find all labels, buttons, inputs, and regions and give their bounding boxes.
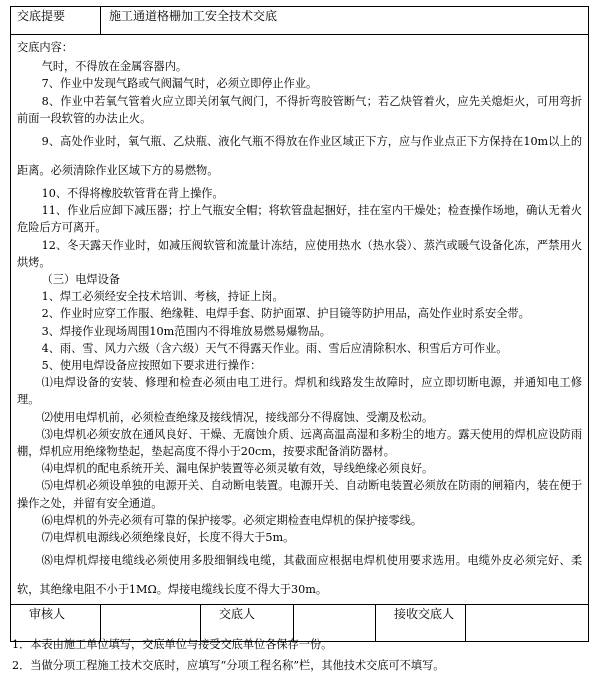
- content-paragraph: 8、作业中若氧气管着火应立即关闭氧气阀门，不得折弯胶管断气；若乙炔管着火，应先关熄炬火，可用弯折前面一段软管的办法止火。: [17, 94, 583, 125]
- reviewer-label: 审核人: [11, 605, 101, 642]
- content-paragraph: 10、不得将橡胶软管背在背上操作。: [41, 187, 224, 201]
- content-paragraph: 12、冬天露天作业时，如减压阀软管和流量计冻结，应使用热水（热水袋）、蒸汽或暖气设备化冻，严禁用火烘烤。: [17, 238, 583, 269]
- content-body: [11, 35, 588, 604]
- content-item: ⑹电焊机的外壳必须有可靠的保护接零。必须定期检查电焊机的保护接零线。: [41, 513, 423, 527]
- content-paragraph: 5、使用电焊设备应按照如下要求进行操作：: [41, 359, 262, 373]
- content-item: ⑺电焊机电源线必须绝缘良好，长度不得大于5m。: [41, 531, 295, 545]
- content-item: ⑸电焊机必须设单独的电源开关、自动断电装置。电源开关、自动断电装置必须放在防雨的闸箱内，装在便于操作之处，并留有安全通道。: [17, 479, 583, 510]
- content-paragraph: 1、焊工必须经安全技术培训、考核，持证上岗。: [41, 290, 284, 304]
- content-item: ⑶电焊机必须安放在通风良好、干燥、无腐蚀介质、远离高温高湿和多粉尘的地方。露天使用的焊机应设防雨棚，焊机应用绝缘物垫起，垫起高度不得小于20cm，按要求配备消防器材。: [17, 427, 583, 459]
- content-paragraph: 气时，不得放在金属容器内。: [41, 60, 188, 74]
- content-item: ⑻电焊机焊接电缆线必须使用多股细铜线电缆，其截面应根据电焊机使用要求选用。电缆外皮必须完好、柔软，其绝缘电阻不小于1MΩ。焊接电缆线长度不得大于30m。: [17, 554, 583, 597]
- footnote: 1．本表由施工单位填写，交底单位与接受交底单位各保存一份。: [12, 638, 333, 651]
- summary-label: 交底提要: [11, 7, 101, 35]
- content-paragraph: 4、雨、雪、风力六级（含六级）天气不得露天作业。雨、雪后应清除积水、积雪后方可作业。: [41, 341, 508, 355]
- content-intro: 交底内容：: [17, 41, 73, 54]
- content-row: [11, 35, 589, 605]
- receiver-label: 接收交底人: [376, 605, 466, 642]
- content-item: ⑷电焊机的配电系统开关、漏电保护装置等必须灵敏有效，导线绝缘必须良好。: [41, 462, 434, 476]
- discloser-label: 交底人: [201, 605, 294, 642]
- content-cell: [11, 35, 589, 605]
- receiver-signature-field[interactable]: [466, 605, 589, 642]
- content-paragraph: 2、作业时应穿工作服、绝缘鞋、电焊手套、防护面罩、护目镜等防护用品，高处作业时系安全带。: [41, 307, 530, 321]
- content-paragraph: 7、作业中发现气路或气阀漏气时，必须立即停止作业。: [41, 77, 318, 91]
- footnotes: [12, 634, 445, 676]
- header-row: [11, 7, 589, 35]
- content-item: ⑴电焊设备的安装、修理和检查必须由电工进行。焊机和线路发生故障时，应立即切断电源，并通知电工修理。: [17, 376, 583, 407]
- content-paragraph: 3、焊接作业现场周围10m范围内不得堆放易燃易爆物品。: [41, 324, 331, 338]
- content-paragraph: 11、作业后应卸下减压器；拧上气瓶安全帽；将软管盘起捆好，挂在室内干燥处；检查操作场地，确认无着火危险后方可离开。: [17, 204, 583, 235]
- disclosure-form: [10, 6, 588, 642]
- form-table: [10, 6, 589, 642]
- content-item: ⑵使用电焊机前，必须检查绝缘及接线情况，接线部分不得腐蚀、受潮及松动。: [41, 410, 434, 424]
- content-paragraph: 9、高处作业时，氧气瓶、乙炔瓶、液化气瓶不得放在作业区域正下方，应与作业点正下方保持在10m以上的距离。必须清除作业区域下方的易燃物。: [17, 135, 583, 178]
- section-heading: （三）电焊设备: [41, 273, 120, 287]
- summary-title: 施工通道格栅加工安全技术交底: [101, 7, 589, 35]
- footnote: 2．当做分项工程施工技术交底时，应填写“分项工程名称”栏，其他技术交底可不填写。: [12, 659, 445, 672]
